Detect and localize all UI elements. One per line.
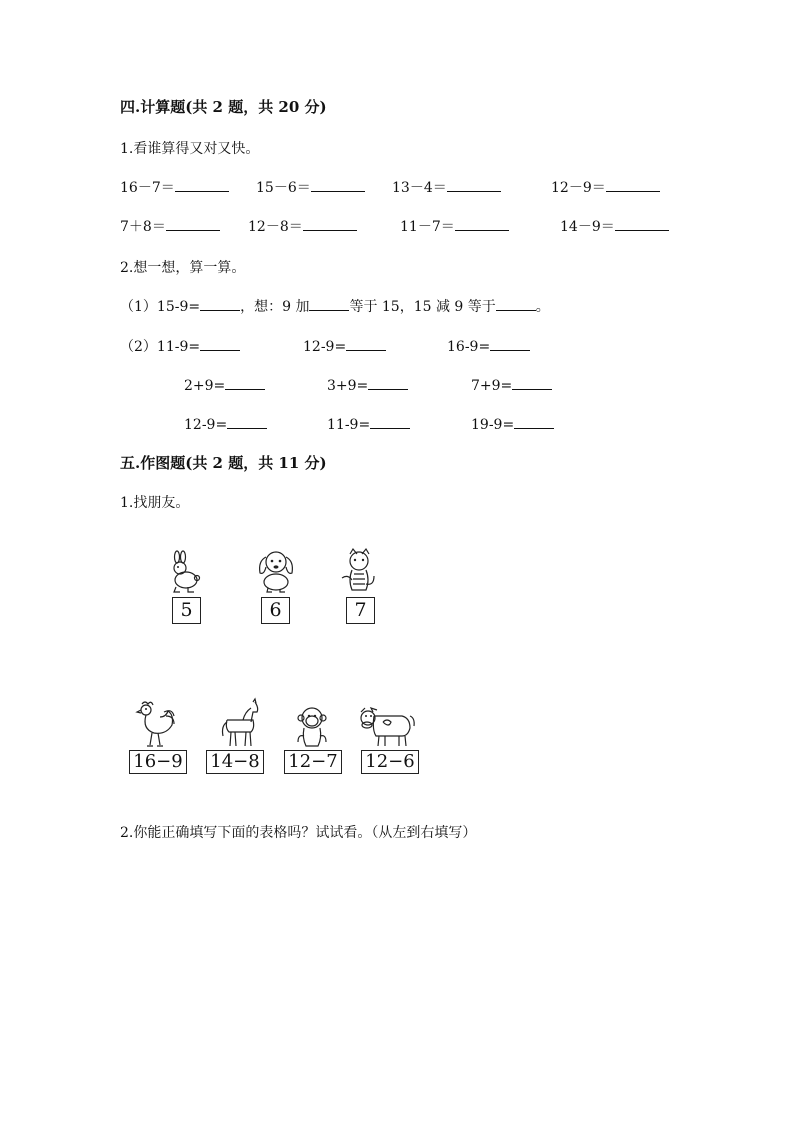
- answer-blank[interactable]: [447, 177, 501, 192]
- answer-blank[interactable]: [370, 414, 410, 429]
- answer-blank[interactable]: [512, 375, 552, 390]
- equation-text: 3+9=: [327, 378, 369, 394]
- equation: [560, 216, 669, 236]
- section4-heading: 四.计算题(共 2 题，共 20 分): [120, 98, 327, 116]
- answer-blank[interactable]: [200, 336, 240, 351]
- answer-blank[interactable]: [368, 375, 408, 390]
- answer-blank[interactable]: [166, 216, 220, 231]
- equation-text: 11-9=: [327, 417, 371, 433]
- cow-icon: [357, 704, 417, 748]
- think-calc-line: [120, 296, 550, 316]
- equation: [248, 216, 357, 236]
- answer-blank[interactable]: [615, 216, 669, 231]
- equation-text: （1）15-9=: [120, 299, 201, 315]
- section5-heading: 五.作图题(共 2 题，共 11 分): [120, 454, 327, 472]
- answer-blank[interactable]: [606, 177, 660, 192]
- answer-blank[interactable]: [496, 296, 536, 311]
- rooster-icon: [134, 700, 178, 748]
- puppy-icon: [254, 548, 298, 594]
- equation: [327, 375, 408, 394]
- tiger-cat-icon: [338, 548, 380, 594]
- number-box: 6: [261, 597, 290, 624]
- answer-blank[interactable]: [225, 375, 265, 390]
- equation-text: 16－7＝: [120, 180, 175, 196]
- equation: [303, 336, 386, 355]
- equation: [256, 177, 365, 197]
- equation: [327, 414, 410, 433]
- equation-text: 15－6＝: [256, 180, 311, 196]
- equation-text: 。: [535, 299, 550, 315]
- s5-q2-title: 2.你能正确填写下面的表格吗？试试看。（从左到右填写）: [120, 825, 477, 841]
- equation-text: 7＋8＝: [120, 219, 166, 235]
- equation: [471, 375, 552, 394]
- equation-text: 12-9=: [303, 339, 347, 355]
- rabbit-icon: [166, 552, 204, 594]
- horse-icon: [219, 698, 263, 748]
- part-label: （2）: [120, 339, 157, 355]
- answer-blank[interactable]: [455, 216, 509, 231]
- equation-text: 14－9＝: [560, 219, 615, 235]
- equation-text: ，想：9 加: [240, 299, 310, 315]
- equation-text: 19-9=: [471, 417, 515, 433]
- answer-blank[interactable]: [227, 414, 267, 429]
- answer-blank[interactable]: [514, 414, 554, 429]
- equation: [400, 216, 509, 236]
- equation: [551, 177, 660, 197]
- equation: [120, 336, 240, 356]
- q1-title: 1.看谁算得又对又快。: [120, 141, 260, 157]
- answer-blank[interactable]: [346, 336, 386, 351]
- equation: [471, 414, 554, 433]
- equation: [120, 177, 229, 197]
- equation: [184, 414, 267, 433]
- equation-text: 11－7＝: [400, 219, 455, 235]
- equation: [392, 177, 501, 197]
- answer-blank[interactable]: [200, 296, 240, 311]
- equation-text: 11-9=: [156, 339, 201, 355]
- expression-box: 12−7: [284, 750, 342, 774]
- equation-text: 12－8＝: [248, 219, 303, 235]
- equation-text: 12-9=: [184, 417, 228, 433]
- equation-text: 13－4＝: [392, 180, 447, 196]
- number-box: 7: [346, 597, 375, 624]
- equation: [120, 216, 220, 236]
- s5-q1-title: 1.找朋友。: [120, 495, 190, 511]
- expression-box: 14−8: [206, 750, 264, 774]
- equation-text: 2+9=: [184, 378, 226, 394]
- answer-blank[interactable]: [309, 296, 349, 311]
- equation-text: 12－9＝: [551, 180, 606, 196]
- equation-text: 16-9=: [447, 339, 491, 355]
- monkey-icon: [294, 706, 330, 748]
- q2-title: 2.想一想，算一算。: [120, 260, 246, 276]
- equation-text: 7+9=: [471, 378, 513, 394]
- equation: [447, 336, 530, 355]
- equation-text: 等于 15，15 减 9 等于: [349, 299, 496, 315]
- answer-blank[interactable]: [490, 336, 530, 351]
- answer-blank[interactable]: [175, 177, 229, 192]
- answer-blank[interactable]: [311, 177, 365, 192]
- equation: [184, 375, 265, 394]
- answer-blank[interactable]: [303, 216, 357, 231]
- expression-box: 16−9: [129, 750, 187, 774]
- expression-box: 12−6: [361, 750, 419, 774]
- number-box: 5: [172, 597, 201, 624]
